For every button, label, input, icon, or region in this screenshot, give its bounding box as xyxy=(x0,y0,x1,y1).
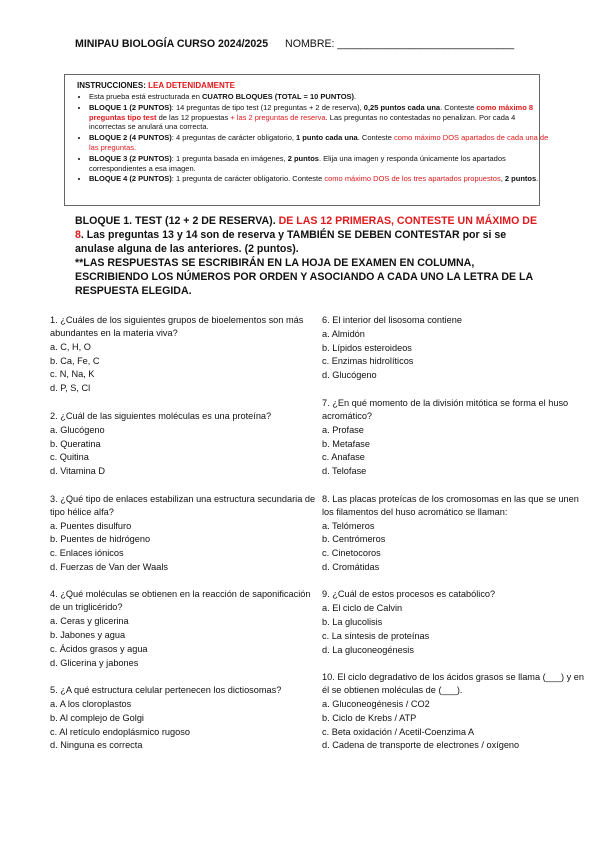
answer-option: b. Puentes de hidrógeno xyxy=(50,534,151,545)
instruction-text: . Elija una imagen y responda únicamente los apartados correspondientes a esa imagen. xyxy=(89,153,506,173)
question-stem: 1. ¿Cuáles de los siguientes grupos de bioelementos son más abundantes en la materia viva? xyxy=(50,315,304,338)
answer-option: c. La síntesis de proteínas xyxy=(322,630,430,641)
instruction-item xyxy=(89,92,553,102)
answer-option: d. P, S, Cl xyxy=(50,383,91,394)
question xyxy=(50,588,320,670)
question xyxy=(322,493,592,575)
instruction-text: BLOQUE 2 (4 PUNTOS) xyxy=(89,133,172,143)
question xyxy=(50,314,320,396)
answer-option: b. Metafase xyxy=(322,438,371,449)
answer-option: a. A los cloroplastos xyxy=(50,699,132,710)
instruction-text: como máximo DOS apartados de cada una de las preguntas. xyxy=(89,133,549,152)
block1-rest: . Las preguntas 13 y 14 son de reserva y TAMBIÉN SE DEBEN CONTESTAR por si se anulase alguna de las anteriores. (2 puntos). xyxy=(75,229,507,255)
instruction-item xyxy=(89,154,553,174)
answer-option: c. Beta oxidación / Acetil-Coenzima A xyxy=(322,726,475,737)
instruction-text: como máximo DOS de los tres apartados propuestos xyxy=(324,174,501,184)
answer-option: d. Vitamina D xyxy=(50,465,105,476)
instruction-text: 2 puntos xyxy=(287,153,319,163)
question xyxy=(50,684,320,753)
question xyxy=(322,314,592,383)
answer-option: d. Cadena de transporte de electrones / oxígeno xyxy=(322,740,520,751)
instruction-item xyxy=(89,133,553,153)
question-stem: 10. El ciclo degradativo de los ácidos grasos se llama (___) y en él se obtienen moléculas de (___). xyxy=(322,672,584,696)
question-stem: 4. ¿Qué moléculas se obtienen en la reacción de saponificación de un triglicérido? xyxy=(50,589,311,613)
instruction-text: . xyxy=(354,92,357,101)
answer-option: c. Al retículo endoplásmico rugoso xyxy=(50,726,190,737)
instruction-text: de las 12 propuestas xyxy=(156,112,231,122)
answer-option: a. Ceras y glicerina xyxy=(50,616,129,627)
instruction-text: BLOQUE 3 (2 PUNTOS) xyxy=(89,153,172,163)
instruction-text: : 14 preguntas de tipo test (12 preguntas + 2 de reserva), xyxy=(171,102,364,112)
question-stem: 8. Las placas proteícas de los cromosomas en las que se unen los filamentos del huso acromático se llaman: xyxy=(322,493,579,517)
page-header xyxy=(75,38,514,50)
answer-option: a. Glucógeno xyxy=(50,424,105,435)
question-stem: 5. ¿A qué estructura celular pertenecen los dictiosomas? xyxy=(50,685,282,696)
question-stem: 9. ¿Cuál de estos procesos es catabólico? xyxy=(322,589,496,600)
answer-option: d. Telofase xyxy=(322,465,367,476)
answer-option: d. Ninguna es correcta xyxy=(50,740,143,751)
instruction-text: BLOQUE 1 (2 PUNTOS) xyxy=(89,102,172,112)
instruction-text: BLOQUE 4 (2 PUNTOS) xyxy=(89,174,172,184)
answer-option: a. C, H, O xyxy=(50,342,91,352)
name-field-label: NOMBRE: ______________________________ xyxy=(285,38,515,50)
question xyxy=(50,493,320,575)
instructions-list xyxy=(69,92,553,185)
answer-option: a. Profase xyxy=(322,424,364,435)
answer-option: c. Quitina xyxy=(50,452,89,463)
answer-option: b. Al complejo de Golgi xyxy=(50,712,144,723)
instruction-text: : 1 pregunta de carácter obligatorio. Conteste xyxy=(171,174,325,184)
answer-option: d. Glicerina y jabones xyxy=(50,657,139,668)
instruction-text: , xyxy=(500,174,505,184)
instruction-text: 2 puntos xyxy=(504,174,537,184)
question xyxy=(50,410,320,479)
answer-option: d. Glucógeno xyxy=(322,370,377,381)
block1-limit: DE LAS 12 PRIMERAS, CONTESTE UN MÁXIMO DE 8 xyxy=(75,215,538,241)
questions-column-left xyxy=(50,314,320,767)
instruction-item xyxy=(89,174,553,184)
instruction-text: 0,25 puntos cada una xyxy=(363,102,441,112)
answer-option: c. N, Na, K xyxy=(50,369,95,380)
question-stem: 3. ¿Qué tipo de enlaces estabilizan una estructura secundaria de tipo hélice alfa? xyxy=(50,493,316,517)
answer-option: d. Cromátidas xyxy=(322,561,380,572)
answer-option: a. Almidón xyxy=(322,329,365,339)
instruction-text: . Las preguntas no contestadas no penalizan. Por cada 4 incorrectas se anulará una correcta. xyxy=(89,112,516,132)
answer-option: a. Gluconeogénesis / CO2 xyxy=(322,699,430,710)
instruction-text: . Conteste xyxy=(357,133,395,143)
instruction-text: CUATRO BLOQUES (TOTAL = 10 PUNTOS) xyxy=(202,92,355,101)
instruction-text: como máximo 8 preguntas tipo test xyxy=(89,102,534,122)
question-stem: 7. ¿En qué momento de la división mitótica se forma el huso acromático? xyxy=(322,397,569,421)
question xyxy=(322,397,592,479)
instructions-box xyxy=(64,74,549,206)
instruction-text: : 4 preguntas de carácter obligatorio, xyxy=(171,133,297,143)
answer-option: a. Telómeros xyxy=(322,520,375,531)
instructions-title: INSTRUCCIONES: LEA DETENIDAMENTE xyxy=(77,81,235,90)
answer-option: a. Puentes disulfuro xyxy=(50,520,132,531)
instruction-text: Esta prueba está estructurada en xyxy=(89,92,202,101)
answer-option: c. Cinetocoros xyxy=(322,548,381,559)
answer-option: b. La glucolisis xyxy=(322,617,383,628)
block1-title: BLOQUE 1. TEST (12 + 2 DE RESERVA). xyxy=(75,215,276,227)
answer-option: b. Lípidos esteroideos xyxy=(322,342,412,353)
answer-option: b. Jabones y agua xyxy=(50,630,126,641)
instruction-text: 1 punto cada una xyxy=(296,133,358,143)
answer-option: c. Enzimas hidrolíticos xyxy=(322,356,414,367)
answer-option: a. El ciclo de Calvin xyxy=(322,603,403,614)
answer-option: c. Anafase xyxy=(322,452,365,463)
answer-option: b. Ca, Fe, C xyxy=(50,355,100,366)
question-stem: 2. ¿Cuál de las siguientes moléculas es una proteína? xyxy=(50,410,272,421)
answer-option: b. Ciclo de Krebs / ATP xyxy=(322,712,417,723)
answer-option: b. Queratina xyxy=(50,438,101,449)
answer-option: c. Enlaces iónicos xyxy=(50,548,124,559)
answer-option: c. Ácidos grasos y agua xyxy=(50,643,148,654)
exam-title: MINIPAU BIOLOGÍA CURSO 2024/2025 xyxy=(75,38,269,50)
instruction-text: + las 2 preguntas de reserva xyxy=(230,112,326,122)
question-stem: 6. El interior del lisosoma contiene xyxy=(322,315,462,325)
instruction-text: : 1 pregunta basada en imágenes, xyxy=(171,153,288,163)
instruction-text: . xyxy=(536,174,539,184)
answer-option: d. Fuerzas de Van der Waals xyxy=(50,561,168,572)
question xyxy=(322,671,592,753)
questions-column-right xyxy=(322,314,592,767)
block1-heading xyxy=(75,214,545,298)
question xyxy=(322,588,592,657)
instruction-text: . Conteste xyxy=(440,102,477,112)
instruction-item xyxy=(89,103,553,132)
answer-option: d. La gluconeogénesis xyxy=(322,644,414,655)
answer-option: b. Centrómeros xyxy=(322,534,386,545)
block1-note: **LAS RESPUESTAS SE ESCRIBIRÁN EN LA HOJA DE EXAMEN EN COLUMNA, ESCRIBIENDO LOS NÚMEROS POR ORDEN Y ASOCIANDO A CADA UNO LA LETRA DE LA RESPUESTA ELEGIDA. xyxy=(75,257,533,297)
